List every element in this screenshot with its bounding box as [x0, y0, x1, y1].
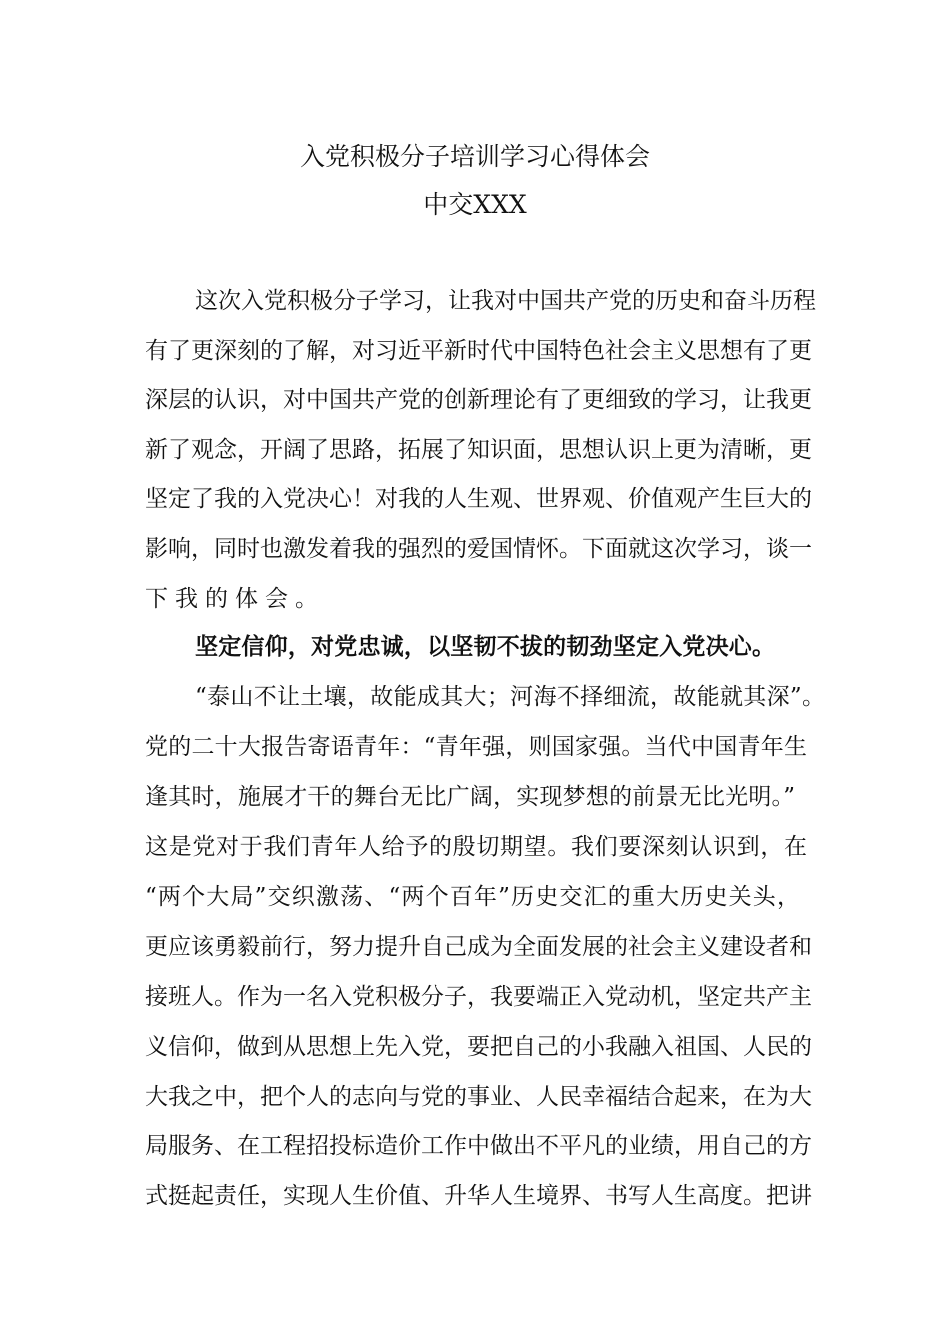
text-line: 深层的认识，对中国共产党的创新理论有了更细致的学习，让我更 — [145, 387, 812, 413]
document-title: 入党积极分子培训学习心得体会 — [299, 142, 650, 171]
text-line: 影响，同时也激发着我的强烈的爱国情怀。下面就这次学习，谈一 — [145, 536, 812, 562]
text-line: 这是党对于我们青年人给予的殷切期望。我们要深刻认识到，在 — [145, 834, 807, 860]
text-line: 下我的体会。 — [145, 586, 325, 612]
text-line: 坚定了我的入党决心！对我的人生观、世界观、价值观产生巨大的 — [145, 486, 812, 512]
text-line: 义信仰，做到从思想上先入党，要把自己的小我融入祖国、人民的 — [145, 1034, 812, 1060]
text-line: 局服务、在工程招投标造价工作中做出不平凡的业绩，用自己的方 — [145, 1133, 812, 1159]
text-line: 新了观念，开阔了思路，拓展了知识面，思想认识上更为清晰，更 — [145, 437, 812, 463]
text-line: 大我之中，把个人的志向与党的事业、人民幸福结合起来，在为大 — [145, 1084, 812, 1110]
text-line: 逢其时，施展才干的舞台无比广阔，实现梦想的前景无比光明。” — [145, 784, 795, 810]
section-heading: 坚定信仰，对党忠诚，以坚韧不拔的韧劲坚定入党决心。 — [195, 634, 775, 660]
text-line: “两个大局”交织激荡、“两个百年”历史交汇的重大历史关头， — [145, 884, 800, 910]
text-line: 式挺起责任，实现人生价值、升华人生境界、书写人生高度。把讲 — [145, 1183, 812, 1209]
text-line: “泰山不让土壤，故能成其大；河海不择细流，故能就其深”。 — [195, 684, 825, 710]
text-line: 接班人。作为一名入党积极分子，我要端正入党动机，坚定共产主 — [145, 984, 812, 1010]
text-line: 有了更深刻的了解，对习近平新时代中国特色社会主义思想有了更 — [145, 338, 812, 364]
text-line: 这次入党积极分子学习，让我对中国共产党的历史和奋斗历程 — [195, 288, 816, 314]
text-line: 党的二十大报告寄语青年：“青年强，则国家强。当代中国青年生 — [145, 734, 807, 760]
document-author: 中交XXX — [423, 190, 527, 219]
text-line: 更应该勇毅前行，努力提升自己成为全面发展的社会主义建设者和 — [145, 934, 812, 960]
